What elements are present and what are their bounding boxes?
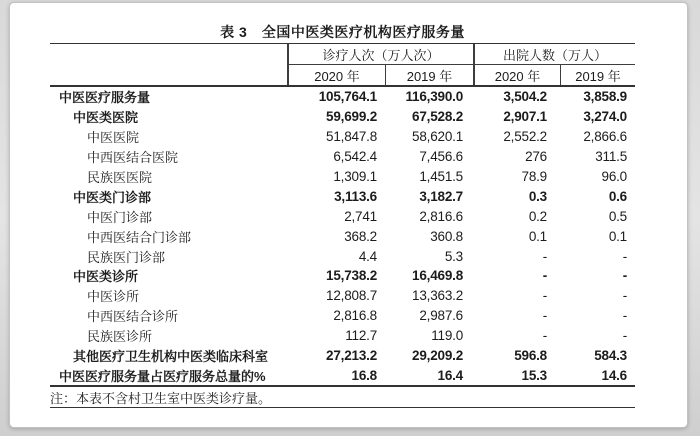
row-label: 中医医疗服务量占医疗服务总量的%: [59, 368, 266, 384]
statistics-table: [50, 43, 635, 408]
row-value: -: [622, 268, 627, 284]
table-row: [50, 107, 635, 127]
row-value: -: [542, 308, 547, 324]
row-value: 0.1: [608, 228, 627, 244]
header-group-discharged-patients: 出院人数（万人）: [473, 44, 635, 65]
row-value: -: [622, 328, 627, 344]
row-value: 119.0: [431, 328, 463, 344]
row-label: 中医诊所: [87, 289, 140, 305]
table-card: [9, 2, 688, 428]
row-label: 中西医结合医院: [87, 150, 179, 166]
row-value: -: [622, 308, 627, 324]
table-row: [50, 87, 635, 107]
row-value: 0.1: [528, 228, 547, 244]
row-label: 中医医院: [87, 130, 140, 146]
row-value: 15.3: [521, 367, 547, 383]
row-label: 中西医结合诊所: [87, 309, 179, 325]
row-value: 3,182.7: [419, 188, 463, 204]
row-value: -: [542, 288, 547, 304]
row-value: 2,741: [344, 208, 377, 224]
row-label: 民族医门诊部: [87, 249, 166, 265]
row-value: 2,987.6: [419, 308, 463, 324]
row-value: 14.6: [601, 367, 627, 383]
row-value: 5.3: [444, 248, 463, 264]
table-footnote: 注：本表不含村卫生室中医类诊疗量。: [50, 387, 635, 408]
table-row: [50, 306, 635, 326]
row-value: 7,456.6: [419, 149, 463, 165]
table-row: [50, 346, 635, 366]
row-value: 78.9: [521, 169, 547, 184]
row-value: 16,469.8: [412, 268, 463, 284]
row-value: 51,847.8: [326, 129, 377, 145]
row-value: 16.8: [351, 367, 377, 383]
row-value: 1,451.5: [419, 169, 463, 184]
row-value: 105,764.1: [318, 89, 377, 105]
row-label: 中医类门诊部: [73, 189, 152, 205]
table-row: [50, 246, 635, 266]
row-value: 29,209.2: [412, 348, 463, 364]
row-value: 67,528.2: [412, 109, 463, 125]
table-row: [50, 167, 635, 187]
table-title: 表 3 全国中医类医疗机构医疗服务量: [220, 24, 465, 40]
row-value: -: [622, 288, 627, 304]
table-row: [50, 206, 635, 226]
row-value: -: [542, 248, 547, 264]
table-row: [50, 226, 635, 246]
row-value: 2,816.6: [419, 208, 463, 224]
row-value: 3,113.6: [334, 188, 377, 204]
row-label: 民族医诊所: [87, 329, 153, 345]
table-row: [50, 326, 635, 346]
row-label: 中医门诊部: [87, 209, 153, 225]
row-value: -: [622, 248, 627, 264]
row-value: 2,816.8: [333, 308, 377, 324]
row-label: 中西医结合门诊部: [87, 229, 192, 245]
row-value: 13,363.2: [412, 288, 463, 304]
row-value: 116,390.0: [405, 89, 463, 105]
row-value: 368.2: [344, 228, 377, 244]
header-corner-blank: [50, 44, 287, 65]
row-value: 12,808.7: [326, 288, 377, 304]
header-group-row: [50, 44, 635, 65]
row-value: 6,542.4: [333, 149, 377, 165]
header-year-discharge-2019: 2019 年: [560, 65, 635, 85]
header-label-blank: [50, 65, 287, 85]
table-row: [50, 127, 635, 147]
row-label: 中医类医院: [73, 110, 139, 126]
row-value: 0.2: [528, 208, 547, 224]
table-row: [50, 286, 635, 306]
header-year-visits-2019: 2019 年: [385, 65, 473, 85]
row-value: 3,504.2: [503, 89, 547, 105]
header-year-discharge-2020: 2020 年: [473, 65, 560, 85]
header-group-outpatient-visits: 诊疗人次（万人次）: [287, 44, 473, 65]
table-body: [50, 87, 635, 387]
row-value: -: [542, 328, 547, 344]
table-header: [50, 43, 635, 87]
row-value: 3,274.0: [583, 109, 627, 125]
row-label: 民族医医院: [87, 170, 153, 185]
table-row: [50, 365, 635, 385]
row-value: 596.8: [514, 348, 547, 364]
row-value: 112.7: [345, 328, 377, 344]
row-value: 0.5: [608, 208, 627, 224]
header-year-visits-2020: 2020 年: [287, 65, 385, 85]
row-value: 2,866.6: [583, 129, 627, 145]
row-value: 2,552.2: [503, 129, 547, 145]
row-value: 58,620.1: [412, 129, 463, 145]
row-value: 276: [525, 149, 547, 165]
row-value: 4.4: [358, 248, 377, 264]
row-value: 0.3: [528, 188, 547, 204]
row-value: -: [542, 268, 547, 284]
row-value: 584.3: [594, 348, 627, 364]
header-year-row: [50, 65, 635, 85]
row-value: 360.8: [430, 228, 463, 244]
row-value: 59,699.2: [326, 109, 377, 125]
row-value: 96.0: [601, 169, 627, 184]
row-value: 1,309.1: [333, 169, 377, 184]
table-row: [50, 186, 635, 206]
row-label: 其他医疗卫生机构中医类临床科室: [73, 349, 269, 365]
row-value: 311.5: [595, 149, 627, 165]
row-value: 27,213.2: [326, 348, 377, 364]
row-value: 15,738.2: [326, 268, 377, 284]
table-row: [50, 266, 635, 286]
table-row: [50, 147, 635, 167]
row-value: 16.4: [437, 367, 463, 383]
row-value: 2,907.1: [503, 109, 547, 125]
row-label: 中医类诊所: [73, 269, 139, 285]
row-value: 3,858.9: [583, 89, 627, 105]
row-label: 中医医疗服务量: [59, 90, 151, 106]
row-value: 0.6: [608, 188, 627, 204]
